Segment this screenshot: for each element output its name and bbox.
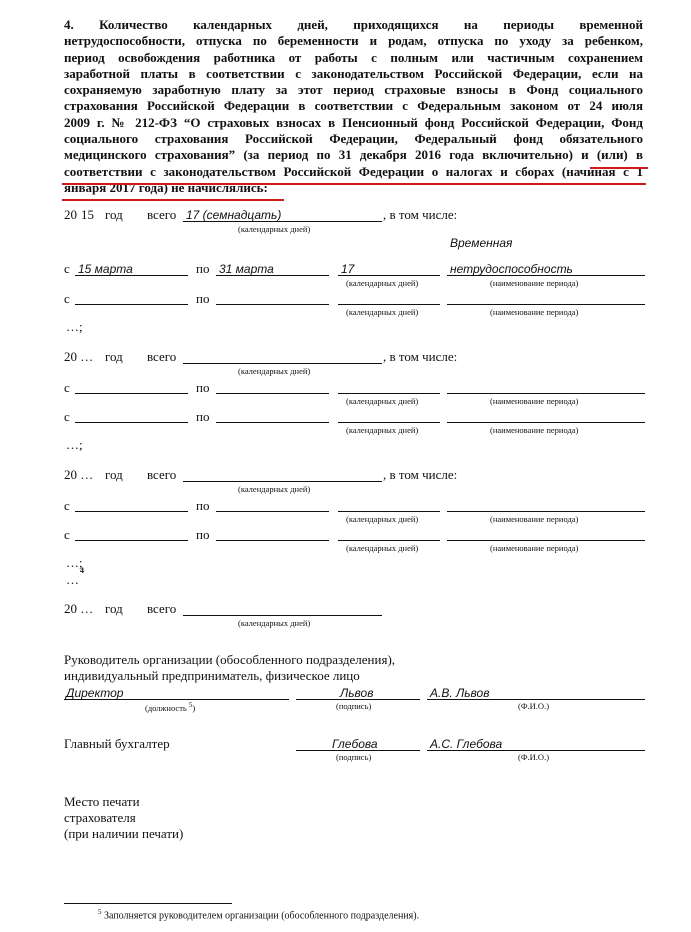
paragraph-line: сохраняемую заработную плату за этот период страховые взносы в Фонд социального [64,82,643,98]
footnote-text: Заполняется руководителем организации (обособленного подразделения). [104,910,420,922]
days-value: 17 [341,262,355,276]
cal-days-caption: (календарных дней) [238,618,311,628]
total-days-line [183,481,382,482]
paragraph-line: нетрудоспособности, отпуска по беременности и родам, отпуска по уходу за ребенком, [64,33,643,49]
from-line [75,422,188,423]
position-caption: (должность $^5$) [145,701,196,713]
to-label: по [196,380,210,395]
from-label: с [64,380,70,395]
name-line [427,750,645,751]
period-name-line [447,422,645,423]
paragraph-line: января 2017 года) не начислялись: [64,179,268,195]
days-line [338,275,440,276]
year-word: год [105,207,123,222]
signature-caption: (подпись) [336,701,372,711]
stamp-line2: страхователя [64,810,136,825]
paragraph-line: 4. Количество календарных дней, приходящихся на периоды временной [64,17,643,32]
footnote-separator [64,903,232,904]
head-label-line1: Руководитель организации (обособленного подразделения), [64,652,396,667]
from-line [75,540,188,541]
from-line [75,511,188,512]
total-word: всего [147,601,177,616]
to-label: по [196,291,210,306]
signature-line [296,750,420,751]
total-word: всего [147,467,177,482]
year-word: год [105,467,123,482]
ellipsis: …; [66,437,83,452]
total-days-line [183,363,382,364]
red-underline [590,167,648,169]
footnote [98,908,419,921]
name-caption: (Ф.И.О.) [518,701,550,711]
to-label: по [196,498,210,513]
cal-days-caption: (календарных дней) [238,224,311,234]
year-dots: 20 … [64,349,94,364]
signature-line [296,699,420,700]
period-name-line [447,275,645,276]
to-label: по [196,261,210,276]
red-underline [62,183,646,185]
year-suffix: 15 [81,207,94,222]
period-caption: (наименование периода) [490,543,579,553]
cal-days-caption: (календарных дней) [346,543,419,553]
to-date: 31 марта [219,262,274,276]
in-that-number: , в том числе: [383,349,458,364]
from-label: с [64,261,70,276]
red-underline [62,199,284,201]
head-signature: Львов [340,686,374,700]
ellipsis: …; [66,319,83,334]
paragraph-line: медицинского страхования” (за период по 31 декабря 2016 года включительно) и (или) в [64,147,643,163]
year-dots: 20 … [64,601,94,616]
to-line [216,422,329,423]
cal-days-caption: (календарных дней) [346,425,419,435]
period-name-line [447,540,645,541]
paragraph-line: страхования Российской Федерации в соответствии с Федеральным законом от 24 июля [64,98,643,114]
period-caption: (наименование периода) [490,396,579,406]
days-line [338,304,440,305]
from-date: 15 марта [78,262,133,276]
footnote-mark: 5 [98,908,102,916]
paragraph-line: период освобождения работника от работы с полным или частичным сохранением [64,49,643,65]
cal-days-caption: (календарных дней) [346,514,419,524]
period-caption: (наименование периода) [490,425,579,435]
from-line [75,275,188,276]
days-line [338,540,440,541]
days-line [338,393,440,394]
from-label: с [64,291,70,306]
paragraph-line: соответствии с законодательством Российской Федерации о налогах и сборах (начиная с 1 [64,163,643,179]
in-that-number: , в том числе: [383,207,458,222]
to-line [216,275,329,276]
period-caption: (наименование периода) [490,307,579,317]
to-label: по [196,527,210,542]
cal-days-caption: (календарных дней) [346,307,419,317]
to-line [216,511,329,512]
from-label: с [64,409,70,424]
total-days-value: 17 (семнадцать) [186,208,282,222]
signature-caption: (подпись) [336,752,372,762]
period-name-top: Временная [450,236,513,250]
total-word: всего [147,207,177,222]
cal-days-caption: (календарных дней) [346,278,419,288]
in-that-number: , в том числе: [383,467,458,482]
period-name-line [447,511,645,512]
section-4-paragraph [64,17,643,196]
year-word: год [105,349,123,364]
total-word: всего [147,349,177,364]
days-line [338,422,440,423]
year-word: год [105,601,123,616]
head-position: Директор [66,686,124,700]
from-label: с [64,527,70,542]
ellipsis: …; [66,555,83,570]
name-line [427,699,645,700]
stamp-line3: (при наличии печати) [64,826,184,841]
period-name-value: нетрудоспособность [450,262,573,276]
accountant-signature: Глебова [332,737,378,751]
head-name: А.В. Львов [430,686,490,700]
to-line [216,393,329,394]
to-line [216,304,329,305]
accountant-label: Главный бухгалтер [64,736,170,751]
footnote-mark-4: 4 [80,566,84,575]
head-label-line2: индивидуальный предприниматель, физическое лицо [64,668,360,683]
year-dots: 20 … [64,467,94,482]
from-line [75,393,188,394]
days-line [338,511,440,512]
stamp-line1: Место печати [64,794,140,809]
cal-days-caption: (календарных дней) [238,484,311,494]
from-line [75,304,188,305]
total-days-line [183,615,382,616]
name-caption: (Ф.И.О.) [518,752,550,762]
from-label: с [64,498,70,513]
cal-days-caption: (календарных дней) [346,396,419,406]
period-name-line [447,393,645,394]
accountant-name: А.С. Глебова [430,737,503,751]
period-name-line [447,304,645,305]
ellipsis-plain: … [66,572,79,587]
cal-days-caption: (календарных дней) [238,366,311,376]
total-days-line [183,221,382,222]
paragraph-line: заработной платы в соответствии с законодательством Российской Федерации, если на [64,65,643,81]
to-label: по [196,409,210,424]
to-line [216,540,329,541]
period-caption: (наименование периода) [490,278,579,288]
paragraph-line: социального страхования Российской Федерации, Федеральный фонд обязательного [64,131,643,147]
paragraph-line: 2009 г. № 212-ФЗ “О страховых взносах в Пенсионный фонд Российской Федерации, Фонд [64,114,643,130]
period-caption: (наименование периода) [490,514,579,524]
year-prefix: 20 [64,207,77,222]
position-line [64,699,289,700]
